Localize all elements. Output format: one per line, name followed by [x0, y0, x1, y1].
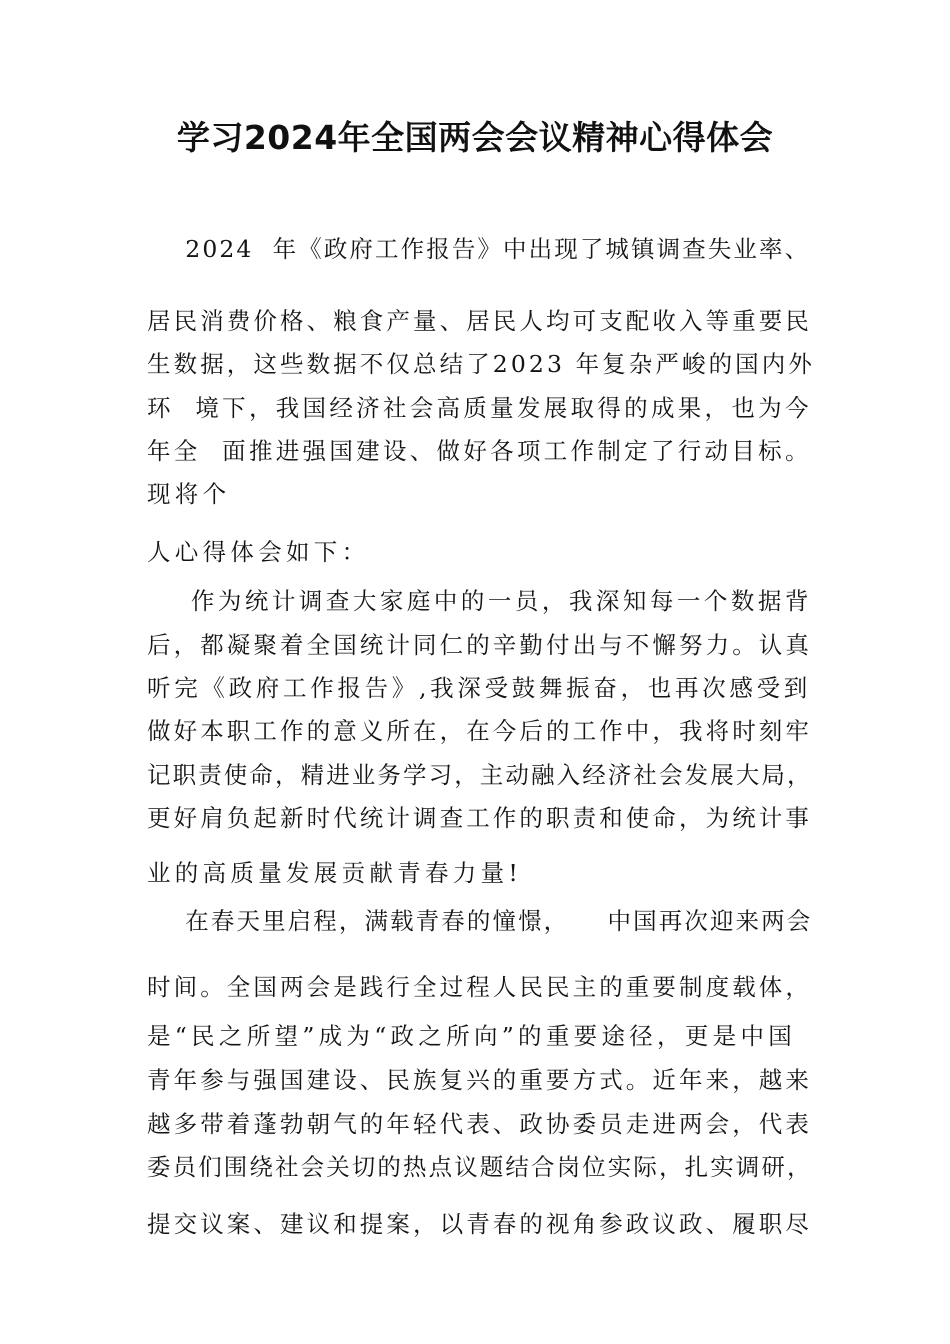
body-line: 居民消费价格、粮食产量、居民人均可支配收入等重要民: [147, 307, 812, 335]
body-line: 青年参与强国建设、民族复兴的重要方式。近年来，越来: [147, 1066, 812, 1094]
body-line: 越多带着蓬勃朝气的年轻代表、政协委员走进两会，代表: [147, 1110, 812, 1138]
body-line: 是“民之所望”成为“政之所向”的重要途径，更是中国: [147, 1022, 797, 1050]
body-line: 听完《政府工作报告》,我深受鼓舞振奋，也再次感受到: [147, 674, 811, 702]
body-line: 生数据，这些数据不仅总结了2023 年复杂严峻的国内外: [147, 350, 815, 378]
body-line: 人心得体会如下：: [147, 538, 370, 566]
body-line: 在春天里启程，满载青春的憧憬， 中国再次迎来两会: [147, 907, 813, 935]
body-line: 年全 面推进强国建设、做好各项工作制定了行动目标。: [147, 437, 812, 465]
body-line: 现将个: [147, 480, 231, 508]
body-line: 更好肩负起新时代统计调查工作的职责和使命，为统计事: [147, 804, 812, 832]
body-line: 环 境下，我国经济社会高质量发展取得的成果，也为今: [147, 394, 812, 422]
body-line: 后，都凝聚着全国统计同仁的辛勤付出与不懈努力。认真: [147, 631, 812, 659]
body-line: 2024 年《政府工作报告》中出现了城镇调查失业率、: [147, 235, 811, 263]
body-line: 做好本职工作的意义所在，在今后的工作中，我将时刻牢: [147, 717, 812, 745]
body-line: 委员们围绕社会关切的热点议题结合岗位实际，扎实调研，: [147, 1153, 813, 1181]
document-title: 学习2024年全国两会会议精神心得体会: [176, 118, 774, 157]
body-line: 业的高质量发展贡献青春力量!: [147, 859, 523, 887]
body-line: 提交议案、建议和提案，以青春的视角参政议政、履职尽: [147, 1210, 812, 1238]
body-line: 记职责使命，精进业务学习，主动融入经济社会发展大局，: [147, 761, 813, 789]
body-line: 时间。全国两会是践行全过程人民民主的重要制度载体，: [147, 973, 812, 1001]
body-line: 作为统计调查大家庭中的一员，我深知每一个数据背: [147, 587, 812, 615]
